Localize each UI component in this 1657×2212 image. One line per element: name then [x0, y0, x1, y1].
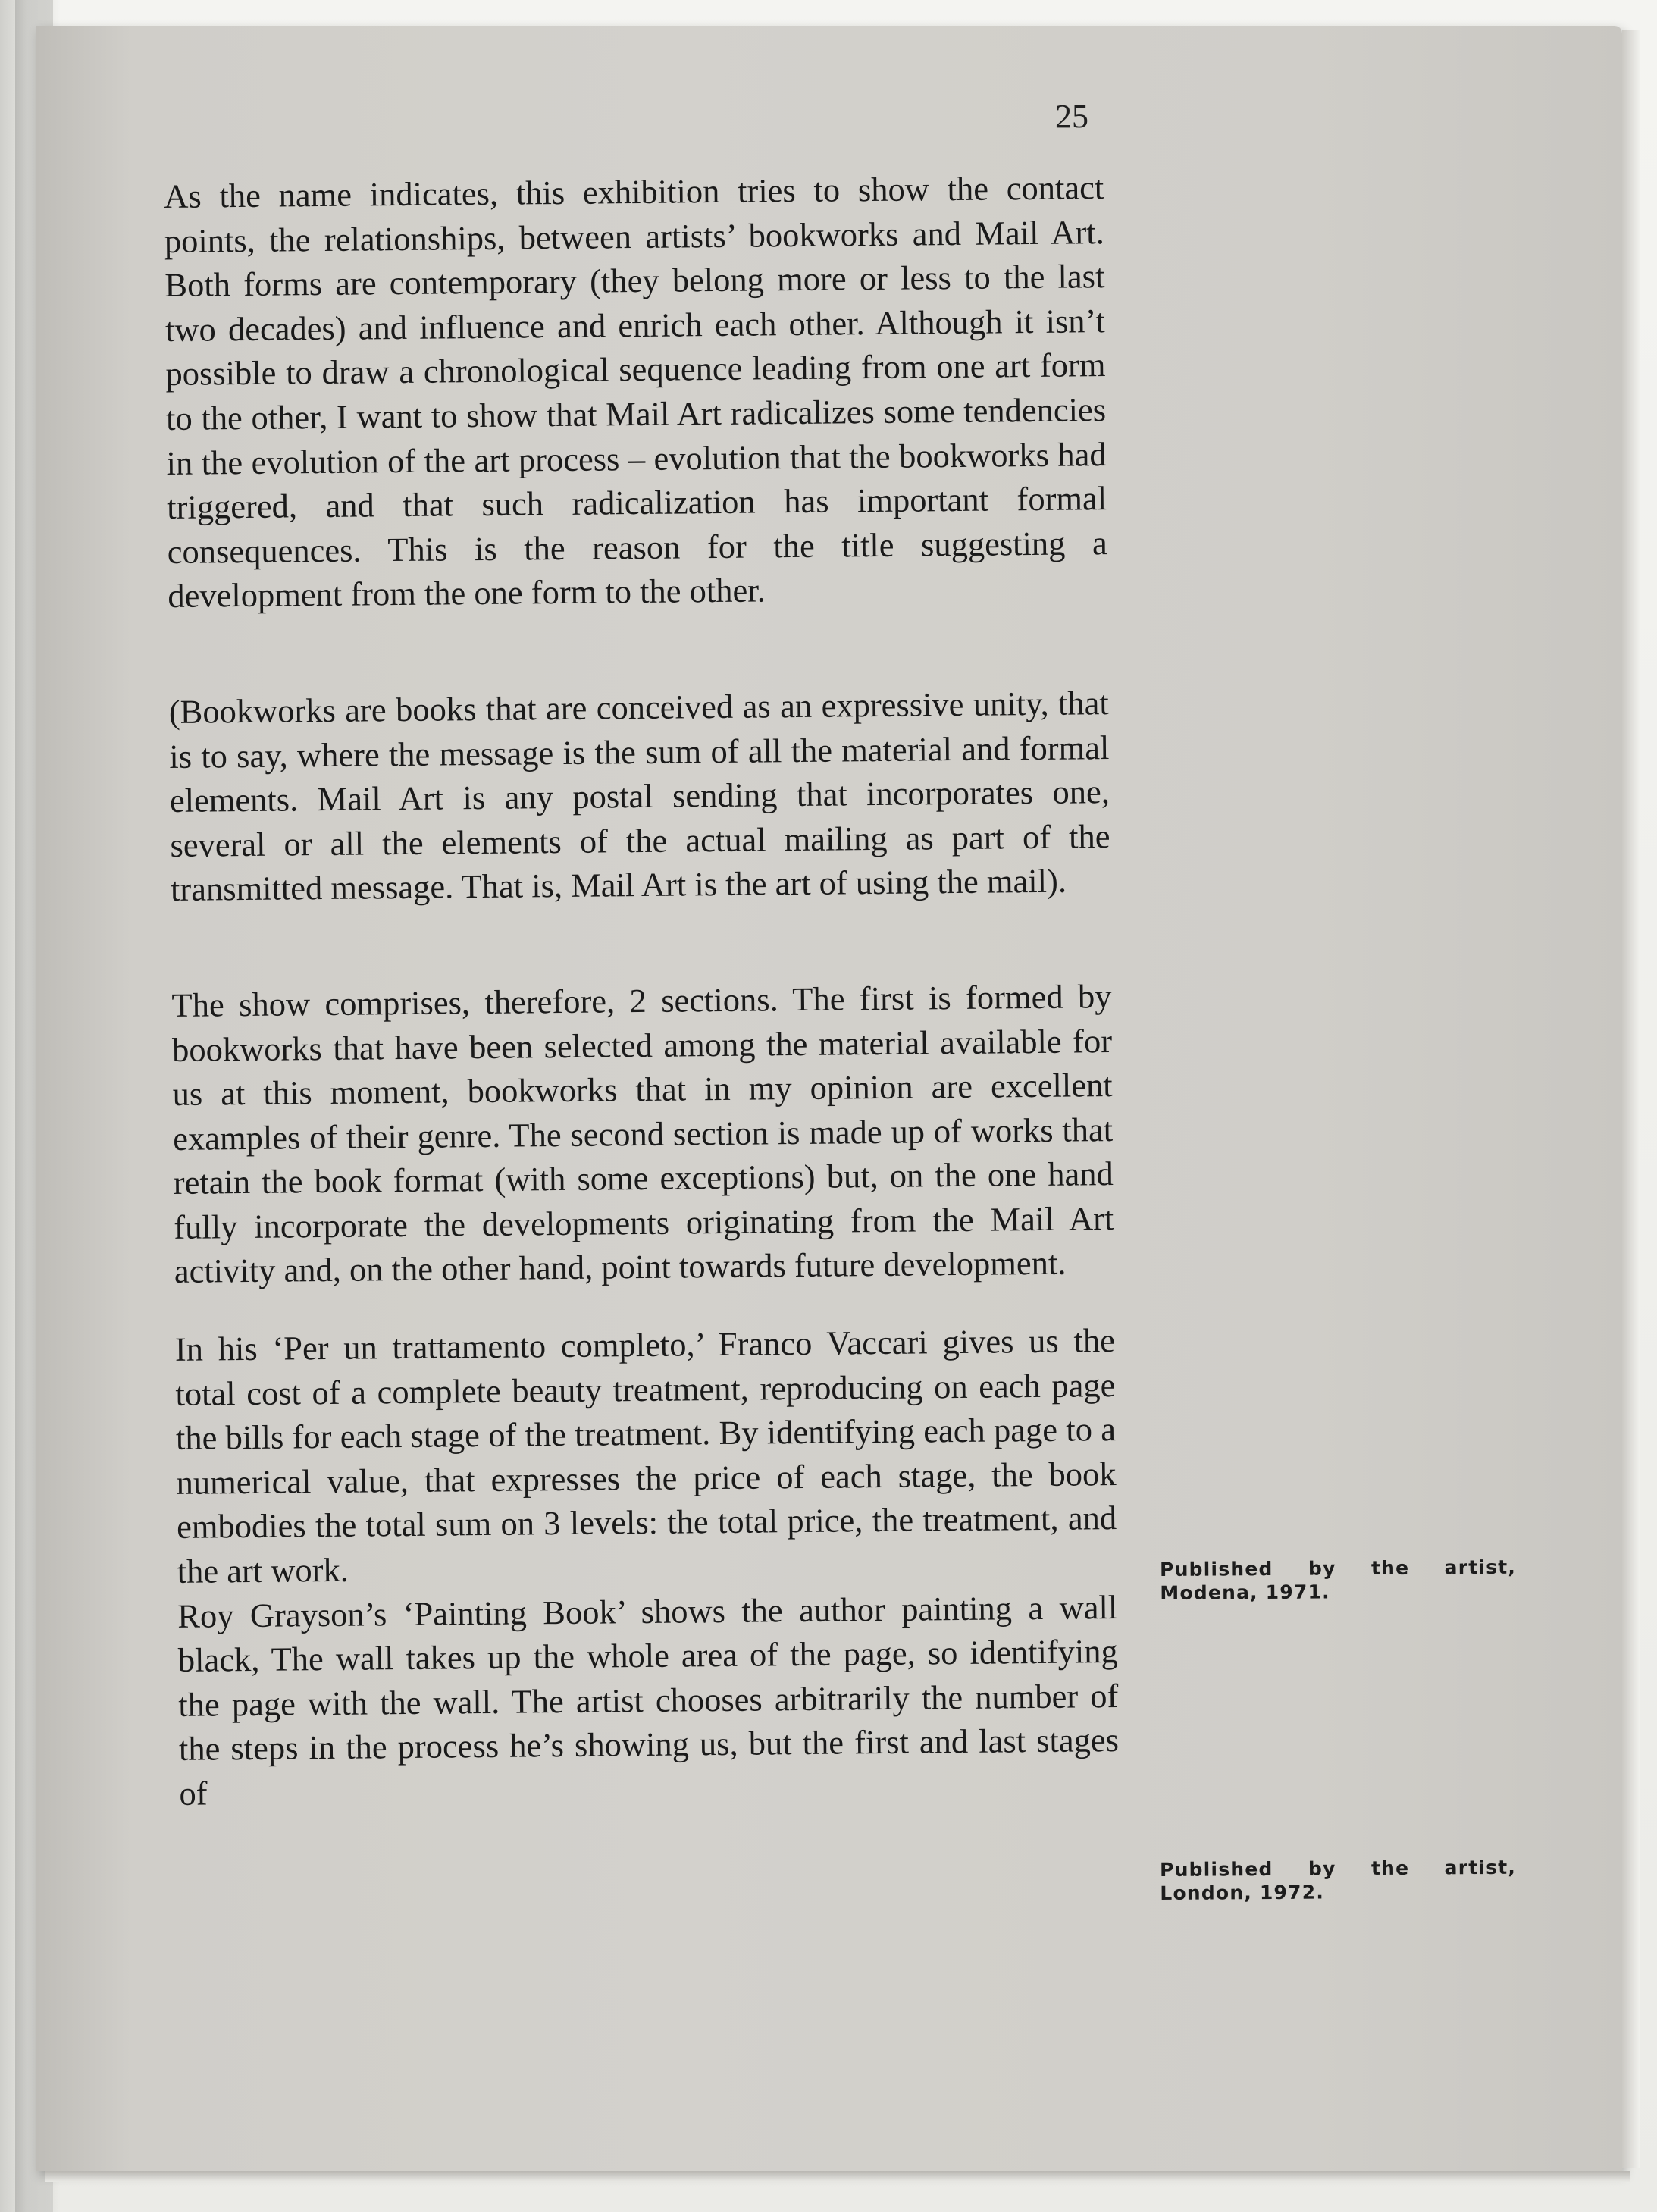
- margin-note-grayson: [1160, 1856, 1516, 1905]
- page-number: 25: [1055, 98, 1088, 135]
- main-text-column: [164, 165, 1120, 1816]
- paragraph-intro: As the name indicates, this exhibition tries to show the contact points, the relationships, between artists’ bookworks and Mail Art. Both forms are contemporary (they belong more or less to the last two decades) and influence and enrich each other. Although it isn’t possible to draw a chronological sequence leading from one art form to the other, I want to show that Mail Art radicalizes some tendencies in the evolution of the art process – evolution that the bookworks had triggered, and that such radicalization has important formal consequences. This is the reason for the title suggesting a development from the one form to the other.: [164, 168, 1107, 616]
- note-word: Published: [1160, 1857, 1273, 1881]
- margin-note-line: [1160, 1856, 1516, 1881]
- margin-note-line: London, 1972.: [1160, 1881, 1325, 1904]
- note-word: artist,: [1444, 1856, 1517, 1879]
- paragraph-spacer: [171, 903, 1111, 983]
- paragraph-vaccari: In his ‘Per un trattamento completo,’ Franco Vaccari gives us the total cost of a complete beauty treatment, reproducing on each page the bills for each stage of the treatment. By identifying each page to a numerical value, that expresses the price of each stage, the book embodies the total sum on 3 levels: the total price, the treatment, and the art work.: [174, 1321, 1117, 1590]
- paragraph-spacer: [168, 609, 1109, 690]
- margin-note-vaccari: [1160, 1556, 1516, 1605]
- page-edge: [1622, 30, 1640, 2168]
- page-bottom-edge: [45, 2171, 1630, 2182]
- note-word: by: [1308, 1857, 1336, 1880]
- paragraph-show-sections: The show comprises, therefore, 2 sections. The first is formed by bookworks that have been selected among the material available for us at this moment, bookworks that in my opinion are excellent examples of their genre. The second section is made up of works that retain the book format (with some exceptions) but, on the one hand fully incorporate the developments originating from the Mail Art activity and, on the other hand, point towards future development.: [171, 976, 1114, 1291]
- note-word: the: [1370, 1556, 1410, 1580]
- margin-note-line: [1160, 1556, 1516, 1581]
- paragraph-grayson: Roy Grayson’s ‘Painting Book’ shows the author painting a wall black, The wall takes up the whole area of the page, so identifying the page with the wall. The artist chooses arbitrarily the number of the steps in the process he’s showing us, but the first and last stages of: [177, 1587, 1120, 1813]
- margin-note-line: Modena, 1971.: [1160, 1581, 1330, 1604]
- paragraph-definitions: (Bookworks are books that are conceived as an expressive unity, that is to say, where the message is the sum of all the material and formal elements. Mail Art is any postal sending that incorporates one, several or all the elements of the actual mailing as part of the transmitted message. That is, Mail Art is the art of using the mail).: [168, 684, 1110, 909]
- note-word: by: [1308, 1557, 1336, 1580]
- note-word: artist,: [1444, 1556, 1517, 1579]
- note-word: Published: [1160, 1557, 1273, 1581]
- note-word: the: [1370, 1856, 1410, 1880]
